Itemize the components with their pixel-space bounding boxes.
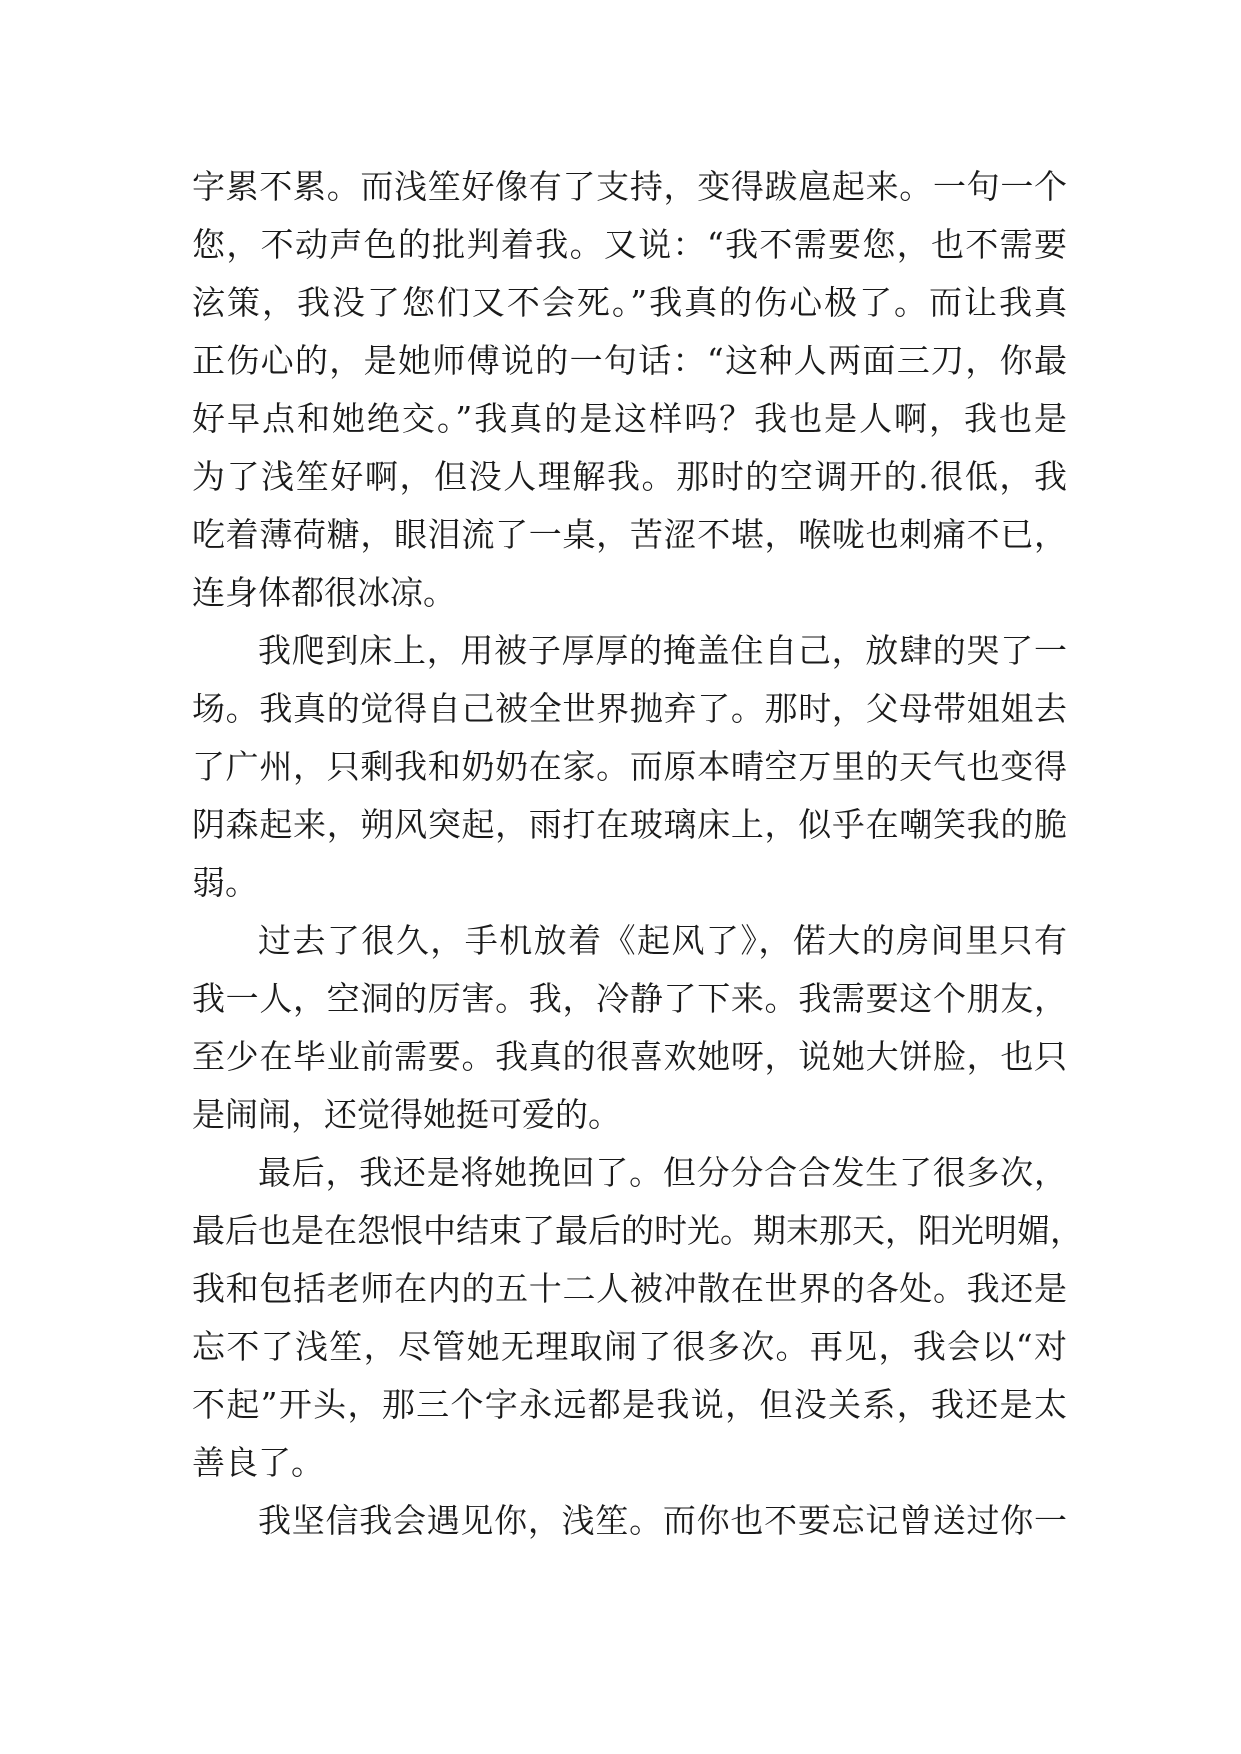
text-line: 好早点和她绝交。”我真的是这样吗？我也是人啊，我也是: [192, 399, 1067, 438]
text-line: 场。我真的觉得自己被全世界抛弃了。那时，父母带姐姐去: [192, 689, 1067, 728]
paragraph-first-line: 过去了很久，手机放着《起风了》，偌大的房间里只有: [258, 921, 1067, 960]
text-line: 您，不动声色的批判着我。又说：“我不需要您，也不需要: [192, 225, 1067, 264]
paragraph-first-line: 我坚信我会遇见你，浅笙。而你也不要忘记曾送过你一: [258, 1501, 1067, 1540]
text-line: 忘不了浅笙，尽管她无理取闹了很多次。再见，我会以“对: [192, 1327, 1067, 1366]
text-line: 弱。: [192, 863, 258, 902]
body-text: [192, 158, 1083, 1550]
text-line: 吃着薄荷糖，眼泪流了一桌，苦涩不堪，喉咙也刺痛不已，: [192, 515, 1067, 554]
text-line: 至少在毕业前需要。我真的很喜欢她呀，说她大饼脸，也只: [192, 1037, 1067, 1076]
text-line: 字累不累。而浅笙好像有了支持，变得跋扈起来。一句一个: [192, 167, 1067, 206]
text-line: 最后也是在怨恨中结束了最后的时光。期末那天，阳光明媚，: [192, 1211, 1083, 1250]
text-line: 了广州，只剩我和奶奶在家。而原本晴空万里的天气也变得: [192, 747, 1067, 786]
text-line: 为了浅笙好啊，但没人理解我。那时的空调开的.很低，我: [192, 457, 1067, 496]
paragraph-first-line: 我爬到床上，用被子厚厚的掩盖住自己，放肆的哭了一: [258, 631, 1067, 670]
text-line: 我一人，空洞的厉害。我，冷静了下来。我需要这个朋友，: [192, 979, 1067, 1018]
text-line: 善良了。: [192, 1443, 324, 1482]
text-line: 正伤心的，是她师傅说的一句话：“这种人两面三刀，你最: [192, 341, 1067, 380]
text-line: 连身体都很冰凉。: [192, 573, 456, 612]
paragraph-first-line: 最后，我还是将她挽回了。但分分合合发生了很多次，: [258, 1153, 1067, 1192]
text-line: 不起”开头，那三个字永远都是我说，但没关系，我还是太: [192, 1385, 1067, 1424]
text-line: 泫策，我没了您们又不会死。”我真的伤心极了。而让我真: [192, 283, 1067, 322]
text-line: 是闹闹，还觉得她挺可爱的。: [192, 1095, 621, 1134]
text-line: 阴森起来，朔风突起，雨打在玻璃床上，似乎在嘲笑我的脆: [192, 805, 1067, 844]
text-line: 我和包括老师在内的五十二人被冲散在世界的各处。我还是: [192, 1269, 1067, 1308]
